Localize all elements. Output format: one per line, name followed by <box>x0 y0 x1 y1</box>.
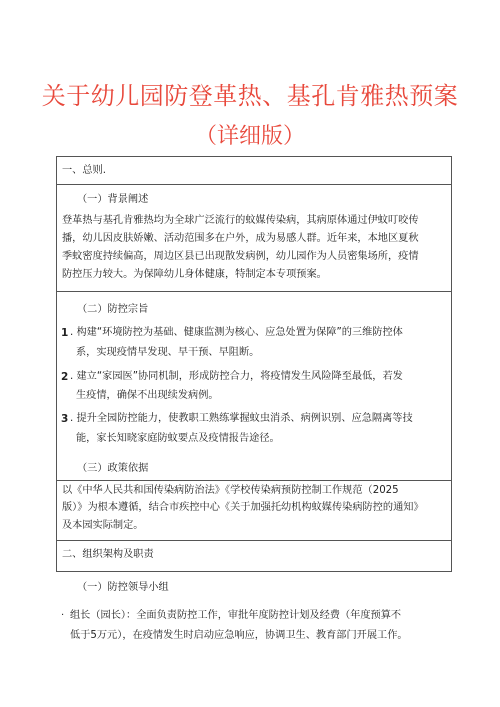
goal-line: 系，实现疫情早发现、早干预、早阻断。 <box>76 347 260 358</box>
section-divider <box>56 291 452 292</box>
background-line: 季蚊密度持续偏高，周边区县已出现散发病例，幼儿园作为人员密集场所，疫情 <box>62 251 419 262</box>
document-subtitle: （详细版） <box>194 124 305 149</box>
section-divider <box>56 184 452 185</box>
basis-line: 及本园实际制定。 <box>62 520 144 531</box>
goal-line: 能，家长知晓家庭防蚊要点及疫情报告途径。 <box>76 433 280 444</box>
section-divider <box>56 540 452 541</box>
basis-line: 以《中华人民共和国传染病防治法》《学校传染病预防控制工作规范（2025 <box>62 485 399 496</box>
basis-line: 版）》为根本遵循，结合市疾控中心《关于加强托幼机构蚊媒传染病防控的通知》 <box>62 502 424 513</box>
subsection-leadership: （一）防控领导小组 <box>77 582 169 593</box>
subsection-background: （一）背景阐述 <box>77 194 149 205</box>
goal-line: 生疫情，确保不出现续发病例。 <box>76 390 219 401</box>
goal-number: 3 <box>61 413 69 425</box>
goal-line: . 建立“家园医”协同机制，形成防控合力，将疫情发生风险降至最低，若发 <box>70 371 403 382</box>
goal-number: 2 <box>61 371 69 383</box>
subsection-basis: （三）政策依据 <box>77 463 149 474</box>
leader-line: 组长（园长）：全面负责防控工作，审批年度防控计划及经费（年度预算不 <box>70 610 402 621</box>
goal-line: . 提升全园防控能力，使教职工熟练掌握蚊虫消杀、病例识别、应急隔离等技 <box>70 413 413 424</box>
background-line: 播，幼儿因皮肤娇嫩、活动范围多在户外，成为易感人群。近年来，本地区夏秋 <box>62 233 419 244</box>
section-1-heading: 一、总则. <box>62 165 106 176</box>
goal-number: 1 <box>61 327 69 339</box>
background-line: 防控压力较大。为保障幼儿身体健康，特制定本专项预案。 <box>62 269 327 280</box>
leader-line: 低于5万元），在疫情发生时启动应急响应，协调卫生、教育部门开展工作。 <box>70 630 408 641</box>
section-2-heading: 二、组织架构及职责 <box>62 549 154 560</box>
section-divider <box>56 480 452 481</box>
subsection-goals: （二）防控宗旨 <box>77 304 149 315</box>
background-line: 登革热与基孔肯雅热均为全球广泛流行的蚊媒传染病，其病原体通过伊蚊叮咬传 <box>62 215 419 226</box>
goal-line: . 构建“环境防控为基础、健康监测为核心、应急处置为保障”的三维防控体 <box>70 327 403 338</box>
document-title: 关于幼儿园防登革热、基孔肯雅热预案 <box>41 82 459 110</box>
bullet-icon: · <box>61 610 65 621</box>
